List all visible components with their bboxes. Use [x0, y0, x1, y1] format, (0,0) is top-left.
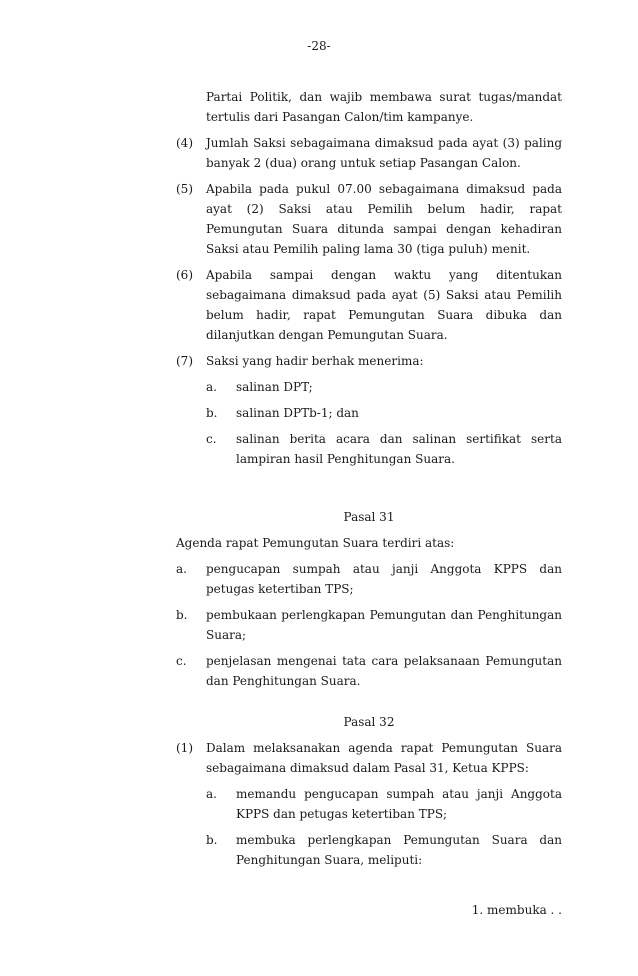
- list-item-number: c.: [176, 654, 187, 668]
- list-item: [206, 429, 562, 469]
- list-item-number: b.: [206, 406, 218, 420]
- ayat-7: [176, 351, 562, 371]
- list-item-text: memandu pengucapan sumpah atau janji Anggota KPPS dan petugas ketertiban TPS;: [236, 787, 562, 821]
- list-item-text: pembukaan perlengkapan Pemungutan dan Penghitungan Suara;: [206, 608, 562, 642]
- list-item-number: b.: [206, 833, 218, 847]
- ayat-number: (5): [176, 182, 193, 196]
- pasal-31-section: [176, 507, 562, 697]
- pasal-32-list: [206, 784, 562, 870]
- ayat-section: [176, 87, 562, 475]
- ayat-1: [176, 738, 562, 778]
- ayat-number: (6): [176, 268, 193, 282]
- list-item-number: a.: [206, 787, 217, 801]
- footer-catchword: 1. membuka . .: [471, 903, 562, 917]
- list-item: [206, 830, 562, 870]
- list-item-text: salinan DPTb-1; dan: [236, 406, 359, 420]
- list-item: [176, 605, 562, 645]
- page-number: -28-: [307, 39, 331, 53]
- ayat-number: (1): [176, 741, 193, 755]
- pasal-31-intro: Agenda rapat Pemungutan Suara terdiri atas:: [176, 536, 455, 550]
- ayat-5: [176, 179, 562, 259]
- pasal-31-title: Pasal 31: [343, 510, 395, 524]
- list-item: [206, 403, 562, 423]
- ayat-text: Apabila sampai dengan waktu yang ditentukan sebagaimana dimaksud pada ayat (5) Saksi atau Pemilih belum hadir, rapat Pemungutan Suara dibuka dan dilanjutkan dengan Pemungutan Suara.: [206, 268, 562, 342]
- ayat-text: Apabila pada pukul 07.00 sebagaimana dimaksud pada ayat (2) Saksi atau Pemilih belum hadir, rapat Pemungutan Suara ditunda sampai dengan kehadiran Saksi atau Pemilih paling lama 30 (tiga puluh) menit.: [206, 182, 562, 256]
- list-item: [176, 651, 562, 691]
- ayat-number: (4): [176, 136, 193, 150]
- pasal-32-section: [176, 712, 562, 876]
- ayat-7-list: [206, 377, 562, 469]
- list-item-text: salinan DPT;: [236, 380, 313, 394]
- list-item: [176, 559, 562, 599]
- list-item-number: a.: [206, 380, 217, 394]
- ayat-4: [176, 133, 562, 173]
- list-item-number: c.: [206, 432, 217, 446]
- list-item-text: pengucapan sumpah atau janji Anggota KPPS dan petugas ketertiban TPS;: [206, 562, 562, 596]
- ayat-text: Jumlah Saksi sebagaimana dimaksud pada ayat (3) paling banyak 2 (dua) orang untuk setiap Pasangan Calon.: [206, 136, 562, 170]
- continuation-text: Partai Politik, dan wajib membawa surat tugas/mandat tertulis dari Pasangan Calon/tim kampanye.: [206, 90, 562, 124]
- list-item: [206, 784, 562, 824]
- list-item-number: b.: [176, 608, 188, 622]
- list-item-text: membuka perlengkapan Pemungutan Suara dan Penghitungan Suara, meliputi:: [236, 833, 562, 867]
- list-item: [206, 377, 562, 397]
- ayat-text: Dalam melaksanakan agenda rapat Pemungutan Suara sebagaimana dimaksud dalam Pasal 31, Ketua KPPS:: [206, 741, 562, 775]
- list-item-number: a.: [176, 562, 187, 576]
- ayat-number: (7): [176, 354, 193, 368]
- pasal-32-title: Pasal 32: [343, 715, 395, 729]
- ayat-text: Saksi yang hadir berhak menerima:: [206, 354, 424, 368]
- list-item-text: salinan berita acara dan salinan sertifikat serta lampiran hasil Penghitungan Suara.: [236, 432, 562, 466]
- ayat-6: [176, 265, 562, 345]
- list-item-text: penjelasan mengenai tata cara pelaksanaan Pemungutan dan Penghitungan Suara.: [206, 654, 562, 688]
